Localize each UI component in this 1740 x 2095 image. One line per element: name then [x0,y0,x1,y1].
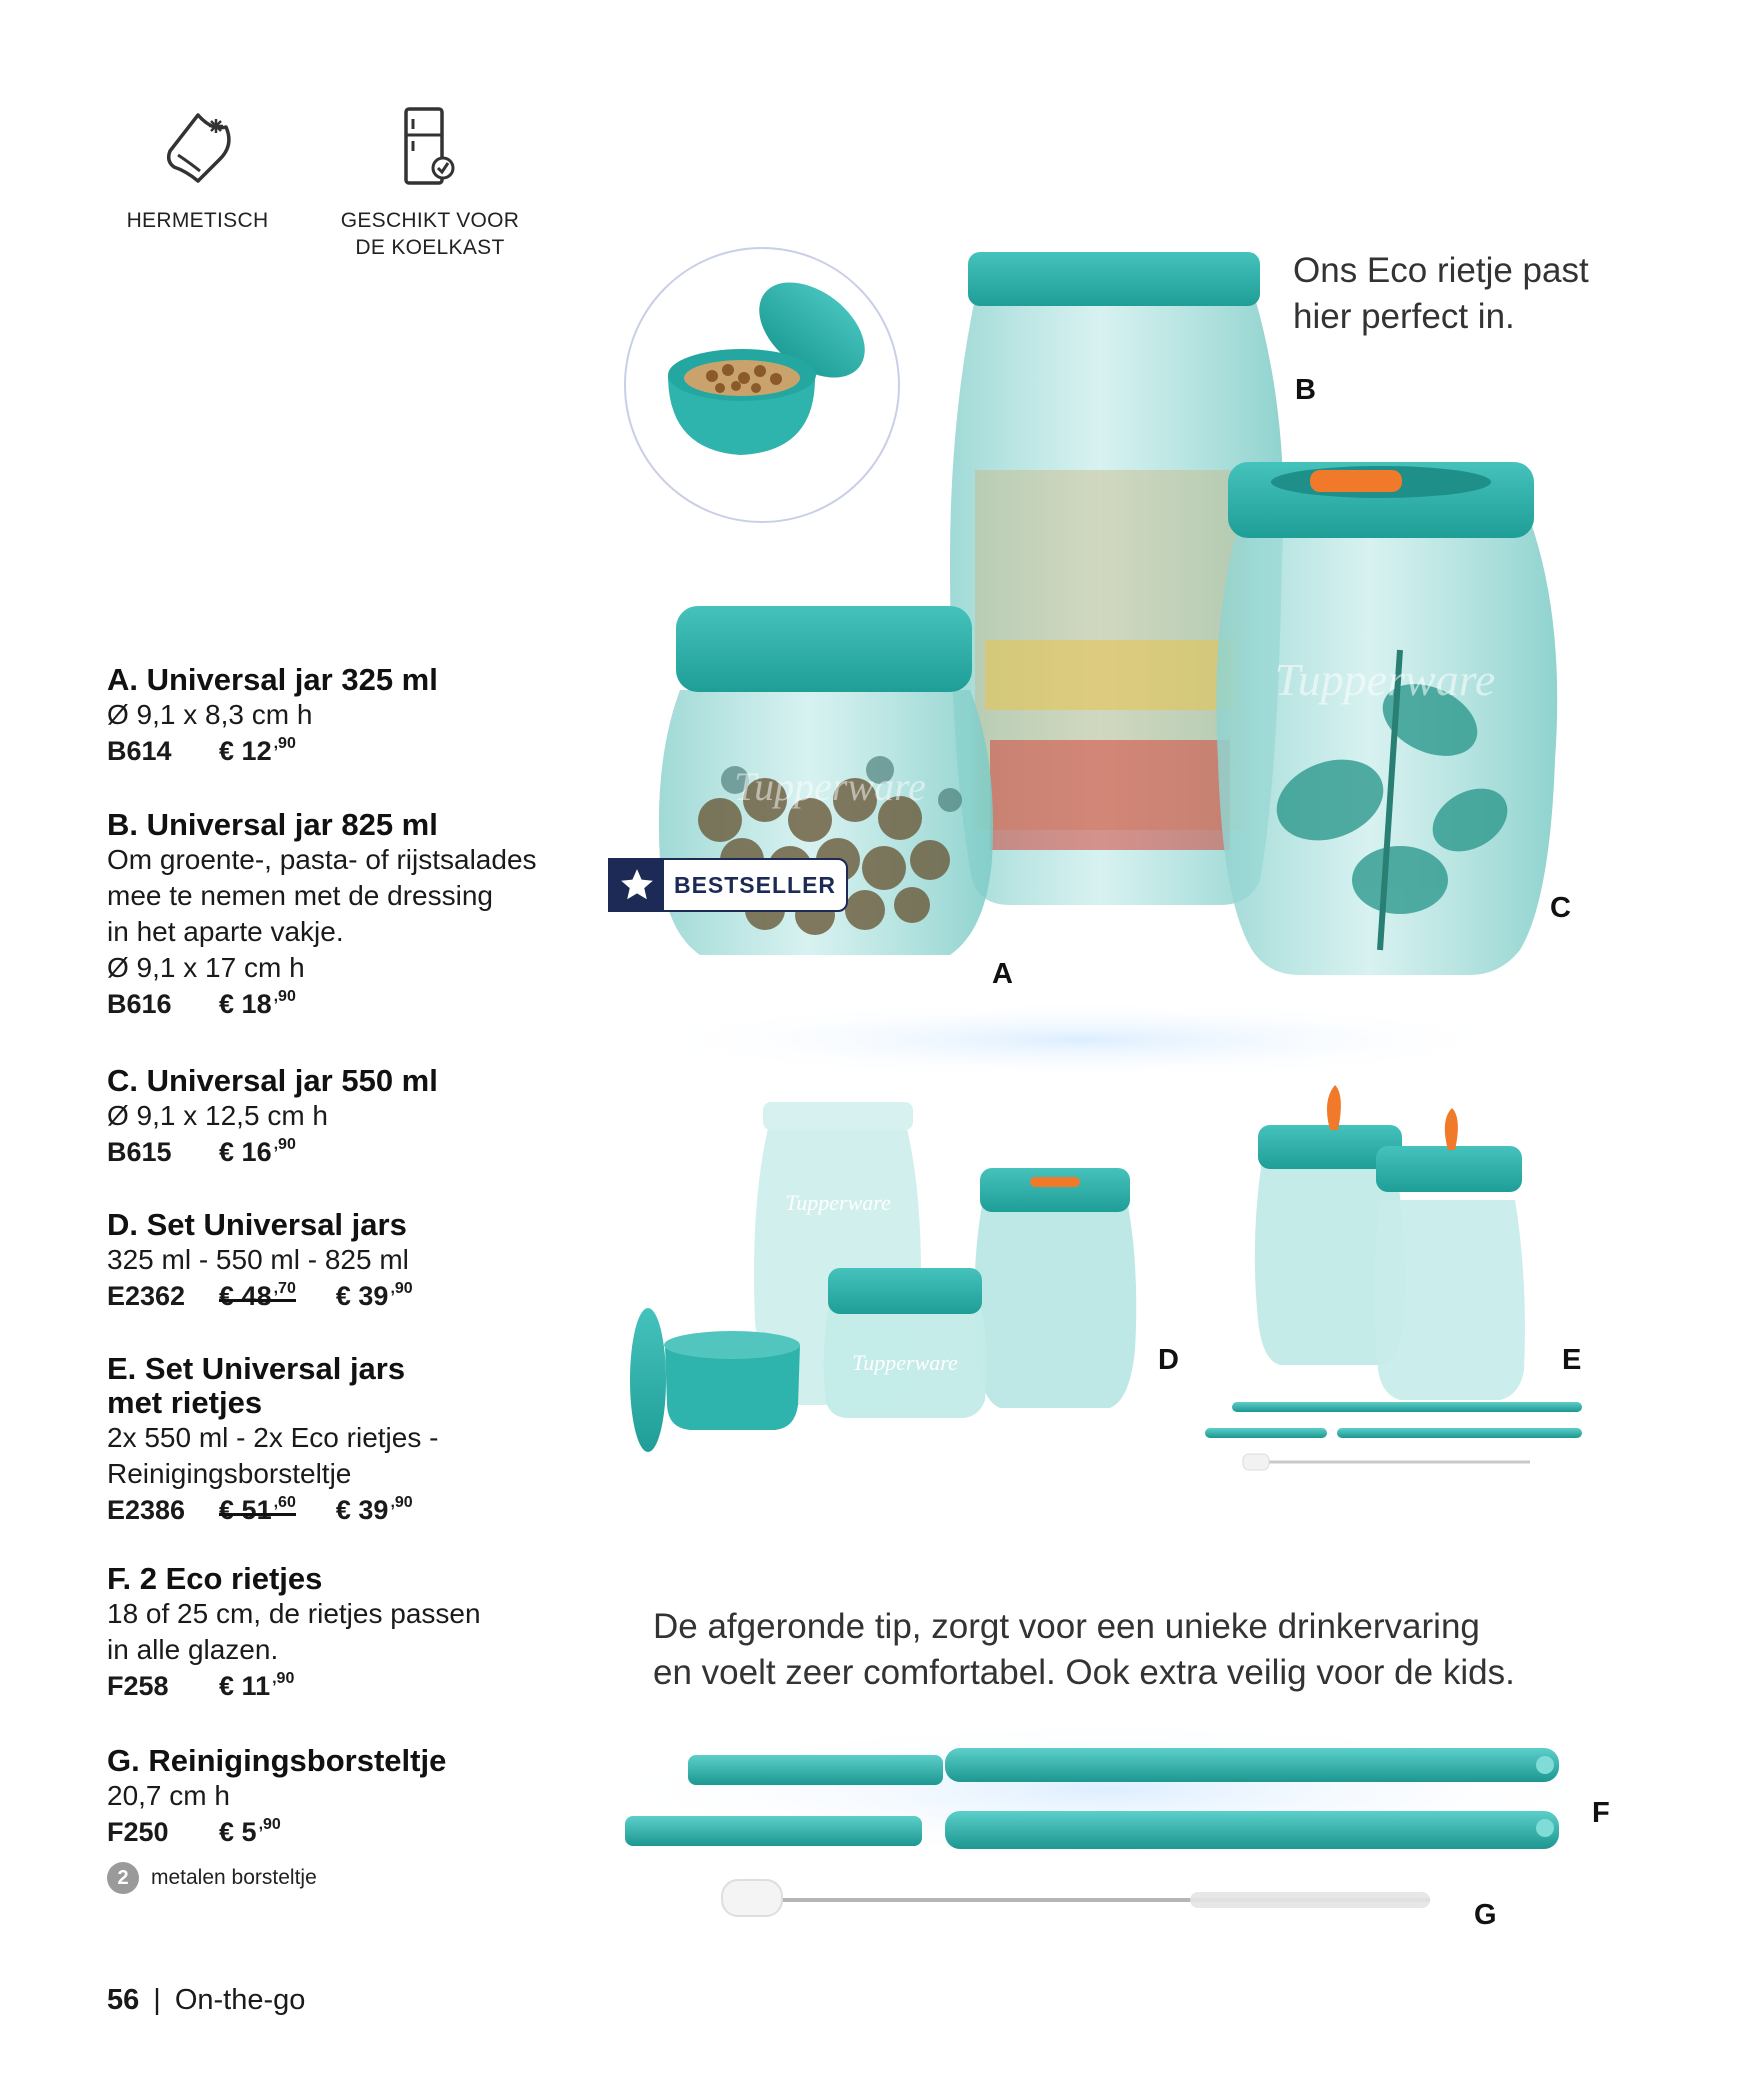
image-letter-g: G [1474,1899,1497,1931]
caption-straw-fits [1293,248,1589,340]
product-e [107,1352,627,1533]
image-letter-b: B [1295,374,1316,406]
product-f-desc-line2: in alle glazen. [107,1634,279,1665]
product-a-desc: Ø 9,1 x 8,3 cm h [107,699,313,730]
product-b-price: € 18 $^{,90}$ [219,988,296,1019]
product-d-desc: 325 ml - 550 ml - 825 ml [107,1244,409,1275]
image-letter-f: F [1592,1797,1610,1829]
feature-fridge-label-line2: DE KOELKAST [355,236,505,259]
product-b-title: B. Universal jar 825 ml [107,807,438,842]
product-f-price-row [107,1668,627,1709]
jar-a-brand: Tupperware [734,764,926,809]
jar-c [1216,462,1557,975]
product-e-code: E2386 [107,1495,186,1525]
product-d-old-price: € 48 $^{,70}$ [219,1278,296,1319]
product-c-title: C. Universal jar 550 ml [107,1063,438,1098]
product-e-price: € 39 $^{,90}$ [335,1494,413,1525]
product-d-title: D. Set Universal jars [107,1207,407,1242]
caption-straw-fits-line1: Ons Eco rietje past [1293,251,1589,290]
product-g-price-row [107,1814,627,1855]
page-number: 56 [107,1984,140,2016]
product-g-desc: 20,7 cm h [107,1780,230,1811]
brush-g [722,1880,1430,1916]
product-d-price: € 39 $^{,90}$ [335,1280,413,1311]
product-d [107,1208,627,1319]
product-f-title: F. 2 Eco rietjes [107,1561,323,1596]
caption-rounded-tip-line1: De afgeronde tip, zorgt voor een unieke drinkervaring [653,1607,1480,1646]
feature-fridge-safe [330,105,530,261]
footer-separator: | [153,1984,161,2016]
product-g [107,1744,627,1855]
feature-airtight-label: HERMETISCH [126,209,269,232]
product-a [107,663,627,774]
fridge-icon [400,105,460,189]
airtight-seal-icon [156,105,240,189]
product-f-code: F258 [107,1671,169,1701]
product-g-title: G. Reinigingsborsteltje [107,1743,447,1778]
footnote [107,1862,317,1894]
image-letter-e: E [1562,1344,1582,1376]
product-b [107,808,627,1027]
product-c-price-row [107,1134,627,1175]
jar-set-e [1205,1085,1582,1470]
image-letter-c: C [1550,892,1571,924]
product-b-desc-line3: in het aparte vakje. [107,916,344,947]
section-name: On-the-go [174,1984,306,2016]
image-letter-d: D [1158,1344,1179,1376]
product-d-price-row [107,1278,627,1319]
product-g-code: F250 [107,1817,169,1847]
caption-rounded-tip [653,1604,1515,1696]
bestseller-badge [608,858,848,912]
jar-c-brand: Tupperware [1274,654,1496,705]
product-f [107,1562,627,1709]
jar-set-d [630,1102,1136,1452]
product-e-price-row [107,1492,627,1533]
product-a-price-row [107,733,627,774]
straws-f [590,1720,1630,1860]
product-c [107,1064,627,1175]
product-e-title-line1: E. Set Universal jars [107,1351,406,1386]
product-b-code: B616 [107,989,172,1019]
product-a-price: € 12 $^{,90}$ [219,735,296,766]
product-f-price: € 11 $^{,90}$ [219,1670,295,1701]
product-b-price-row [107,986,627,1027]
product-b-desc-line1: Om groente-, pasta- of rijstsalades [107,844,537,875]
product-e-old-price: € 51 $^{,60}$ [219,1492,296,1533]
product-a-code: B614 [107,736,172,766]
caption-rounded-tip-line2: en voelt zeer comfortabel. Ook extra veilig voor de kids. [653,1653,1515,1692]
product-c-code: B615 [107,1137,172,1167]
image-letter-a: A [992,958,1013,990]
feature-fridge-label-line1: GESCHIKT VOOR [340,209,520,232]
page-footer [107,1984,305,2017]
footnote-number-badge: 2 [107,1862,139,1894]
product-b-desc-line4: Ø 9,1 x 17 cm h [107,952,305,983]
jar-d2-brand: Tupperware [852,1350,958,1375]
caption-straw-fits-line2: hier perfect in. [1293,297,1515,336]
product-e-desc-line1: 2x 550 ml - 2x Eco rietjes - [107,1422,439,1453]
product-a-title: A. Universal jar 325 ml [107,662,438,697]
product-b-desc-line2: mee te nemen met de dressing [107,880,493,911]
footnote-text: metalen borsteltje [151,1866,317,1889]
jar-d-brand: Tupperware [785,1190,891,1215]
feature-airtight [120,105,275,234]
bestseller-label: BESTSELLER [673,871,837,898]
product-c-price: € 16 $^{,90}$ [219,1136,296,1167]
product-e-desc-line2: Reinigingsborsteltje [107,1458,352,1489]
product-e-title-line2: met rietjes [107,1385,263,1420]
currency-symbol: € [219,736,235,766]
inset-open-jar [625,248,899,522]
product-c-desc: Ø 9,1 x 12,5 cm h [107,1100,328,1131]
product-d-code: E2362 [107,1281,186,1311]
product-f-desc-line1: 18 of 25 cm, de rietjes passen [107,1598,481,1629]
product-g-price: € 5 $^{,90}$ [219,1816,281,1847]
table-reflection [630,1000,1530,1080]
